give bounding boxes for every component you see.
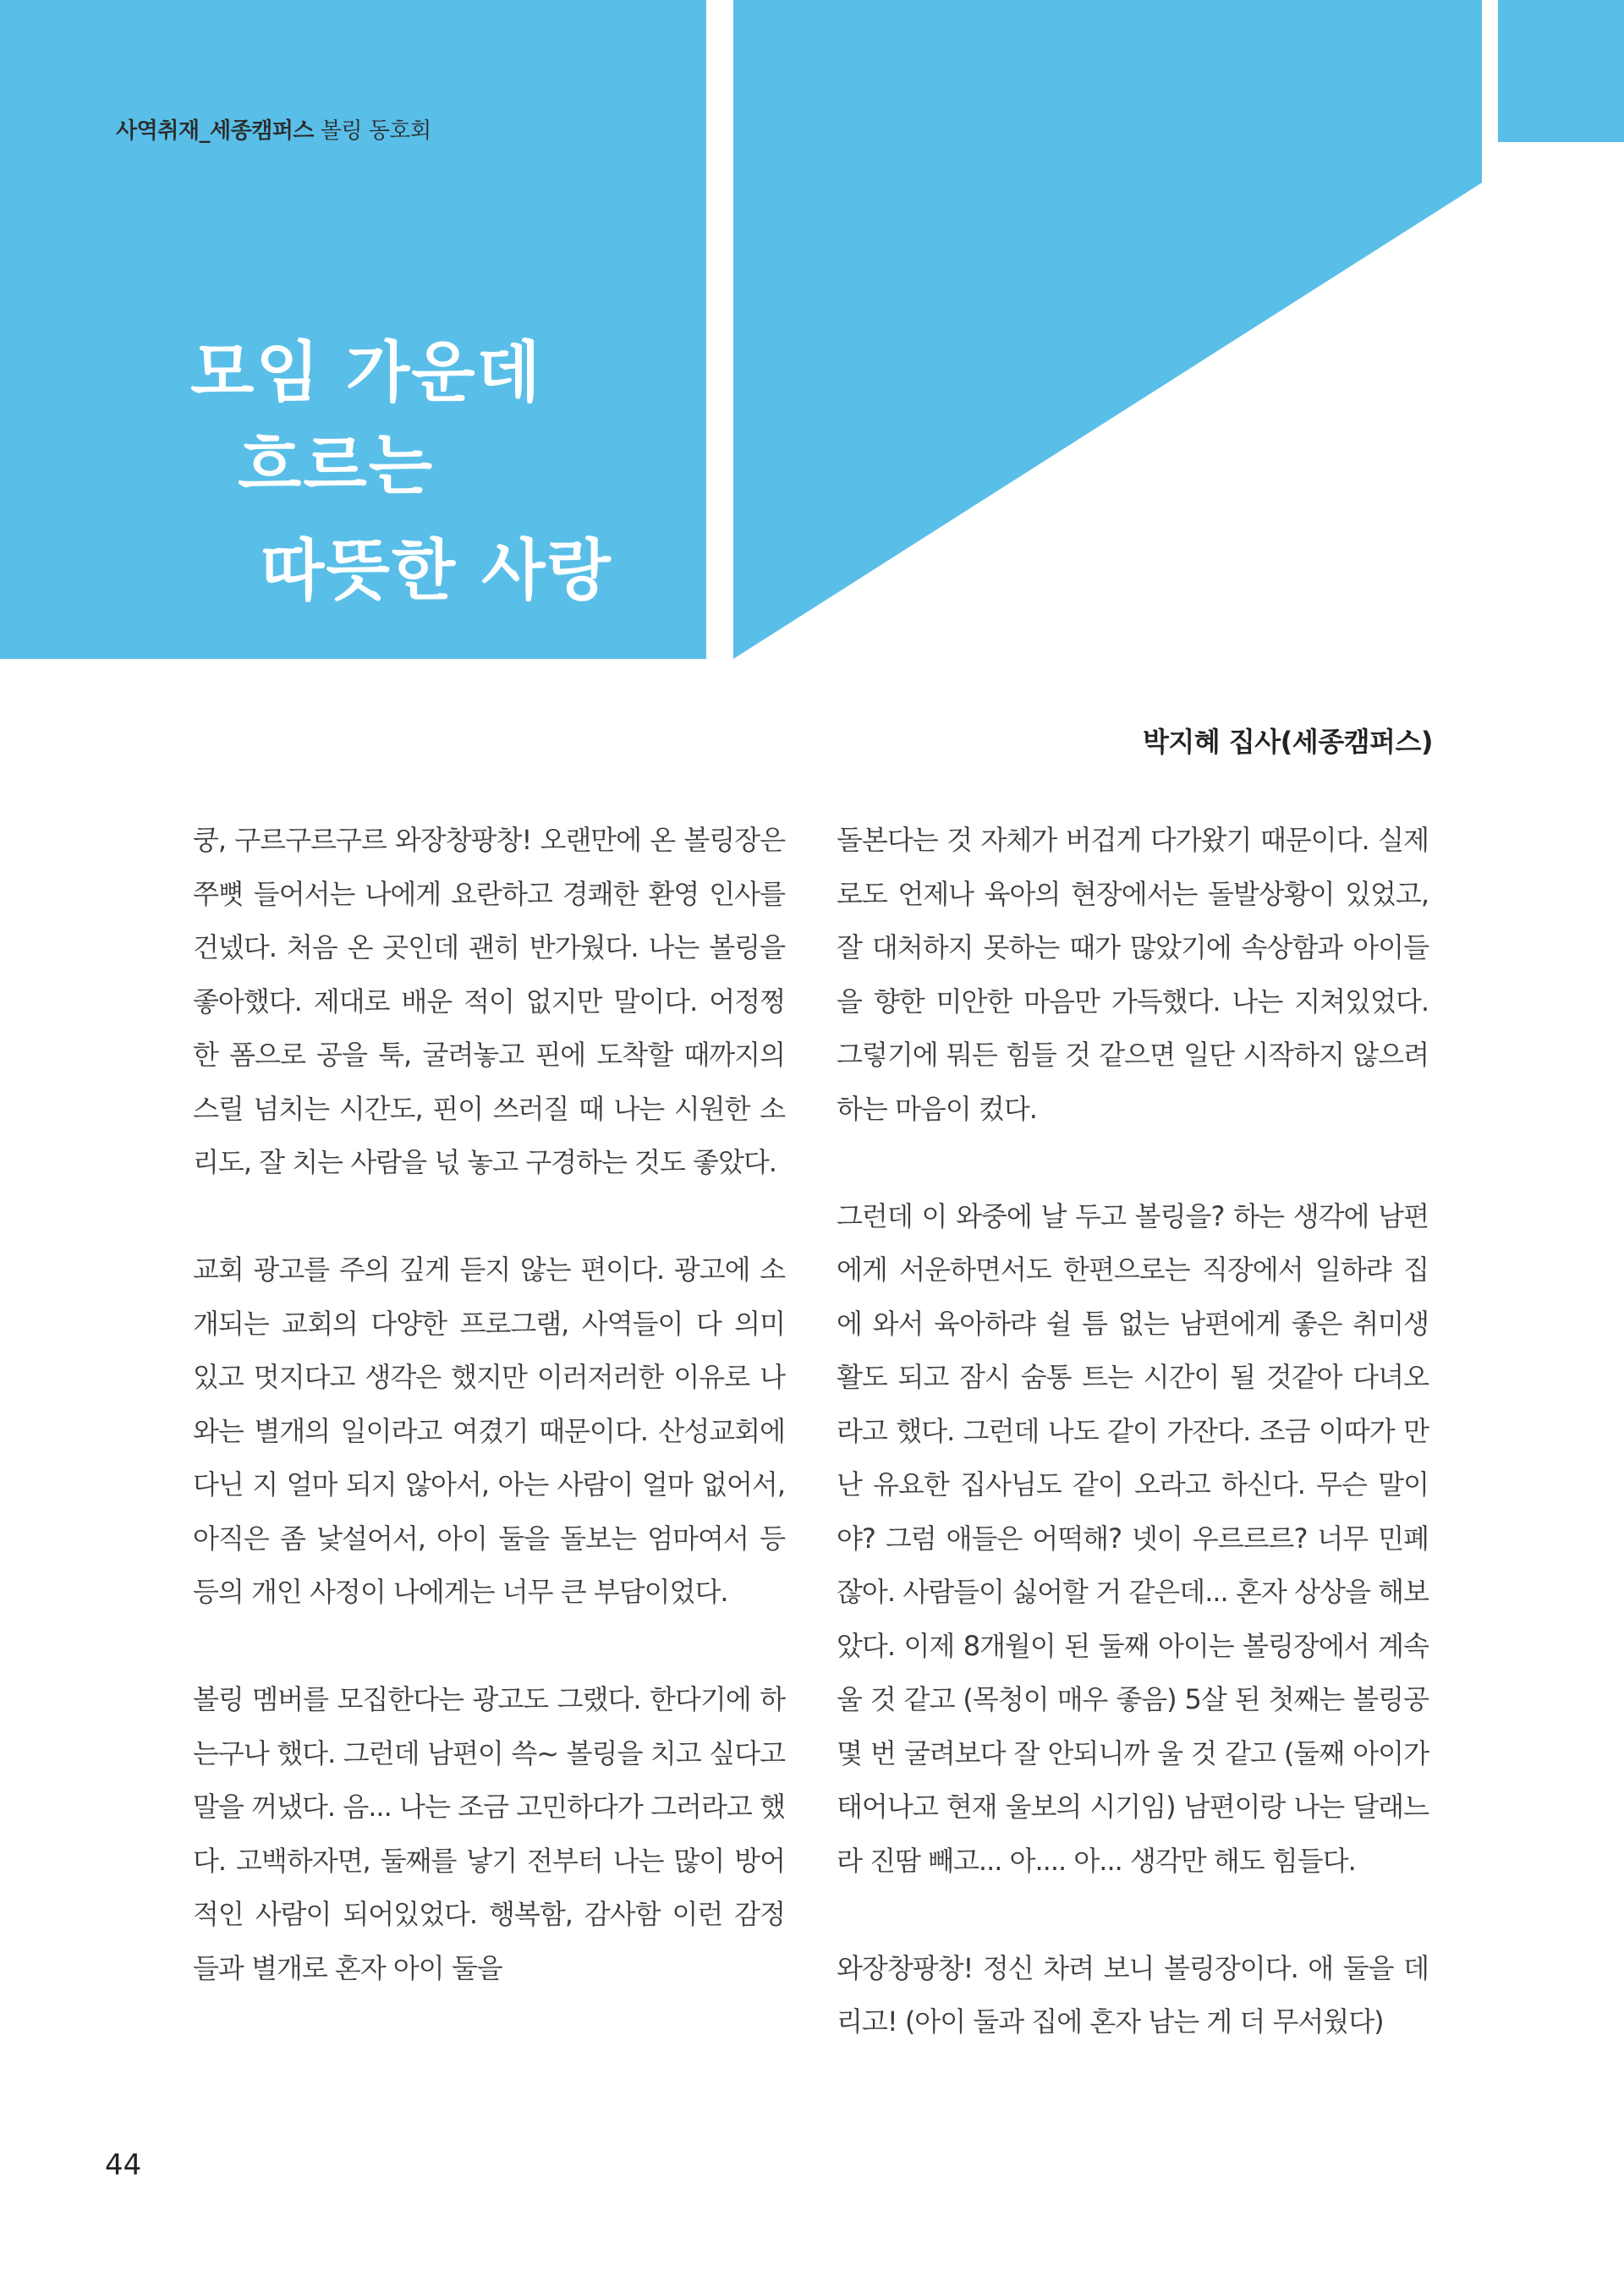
article-column-right — [837, 814, 1429, 2049]
section-label-rest: 볼링 동호회 — [320, 118, 431, 144]
page-number: 44 — [105, 2148, 142, 2182]
author-byline: 박지혜 집사(세종캠퍼스) — [1142, 726, 1433, 758]
paragraph: 와장창팡창! 정신 차려 보니 볼링장이다. 애 둘을 데리고! (아이 둘과 집에 혼자 남는 게 더 무서웠다) — [837, 1951, 1429, 2038]
article-column-left — [193, 814, 785, 1995]
paragraph: 돌본다는 것 자체가 버겁게 다가왔기 때문이다. 실제로도 언제나 육아의 현장에서는 돌발상황이 있었고, 잘 대처하지 못하는 때가 많았기에 속상함과 아이들을 향한 미안한 마음만 가득했다. 나는 지쳐있었다. 그렇기에 뭐든 힘들 것 같으면 일단 시작하지 않으려 하는 마음이 컸다. — [837, 824, 1429, 1125]
paragraph: 쿵, 구르구르구르 와장창팡창! 오랜만에 온 볼링장은 쭈뼛 들어서는 나에게 요란하고 경쾌한 환영 인사를 건넸다. 처음 온 곳인데 괜히 반가웠다. 나는 볼링을 좋아했다. 제대로 배운 적이 없지만 말이다. 어정쩡한 폼으로 공을 툭, 굴려놓고 핀에 도착할 때까지의 스릴 넘치는 시간도, 핀이 쓰러질 때 나는 시원한 소리도, 잘 치는 사람을 넋 놓고 구경하는 것도 좋았다. — [193, 824, 785, 1178]
title-line-2: 흐르는 — [238, 428, 435, 504]
section-label-bold: 사역취재_세종캠퍼스 — [116, 118, 315, 144]
title-line-1: 모임 가운데 — [190, 335, 542, 411]
paragraph: 교회 광고를 주의 깊게 듣지 않는 편이다. 광고에 소개되는 교회의 다양한 프로그램, 사역들이 다 의미 있고 멋지다고 생각은 했지만 이러저러한 이유로 나와는 별개의 일이라고 여겼기 때문이다. 산성교회에 다닌 지 얼마 되지 않아서, 아는 사람이 얼마 없어서, 아직은 좀 낯설어서, 아이 둘을 돌보는 엄마여서 등등의 개인 사정이 나에게는 너무 큰 부담이었다. — [193, 1253, 785, 1608]
paragraph: 그런데 이 와중에 날 두고 볼링을? 하는 생각에 남편에게 서운하면서도 한편으로는 직장에서 일하랴 집에 와서 육아하랴 쉴 틈 없는 남편에게 좋은 취미생활도 되고 잠시 숨통 트는 시간이 될 것같아 다녀오라고 했다. 그런데 나도 같이 가잔다. 조금 이따가 만난 유요한 집사님도 같이 오라고 하신다. 무슨 말이야? 그럼 애들은 어떡해? 넷이 우르르르? 너무 민폐잖아. 사람들이 싫어할 거 같은데... 혼자 상상을 해보았다. 이제 8개월이 된 둘째 아이는 볼링장에서 계속 울 것 같고 (목청이 매우 좋음) 5살 된 첫째는 볼링공 몇 번 굴려보다 잘 안되니까 울 것 같고 (둘째 아이가 태어나고 현재 울보의 시기임) 남편이랑 나는 달래느라 진땀 빼고... 아.... 아... 생각만 해도 힘들다. — [837, 1199, 1429, 1877]
paragraph: 볼링 멤버를 모집한다는 광고도 그랬다. 한다기에 하는구나 했다. 그런데 남편이 쓱~ 볼링을 치고 싶다고 말을 꺼냈다. 음... 나는 조금 고민하다가 그러라고 했다. 고백하자면, 둘째를 낳기 전부터 나는 많이 방어적인 사람이 되어있었다. 행복함, 감사함 이런 감정들과 별개로 혼자 아이 둘을 — [193, 1683, 785, 1984]
title-line-3: 따뜻한 사랑 — [261, 533, 612, 609]
header-blue-corner — [1498, 0, 1624, 142]
section-label — [116, 113, 431, 145]
